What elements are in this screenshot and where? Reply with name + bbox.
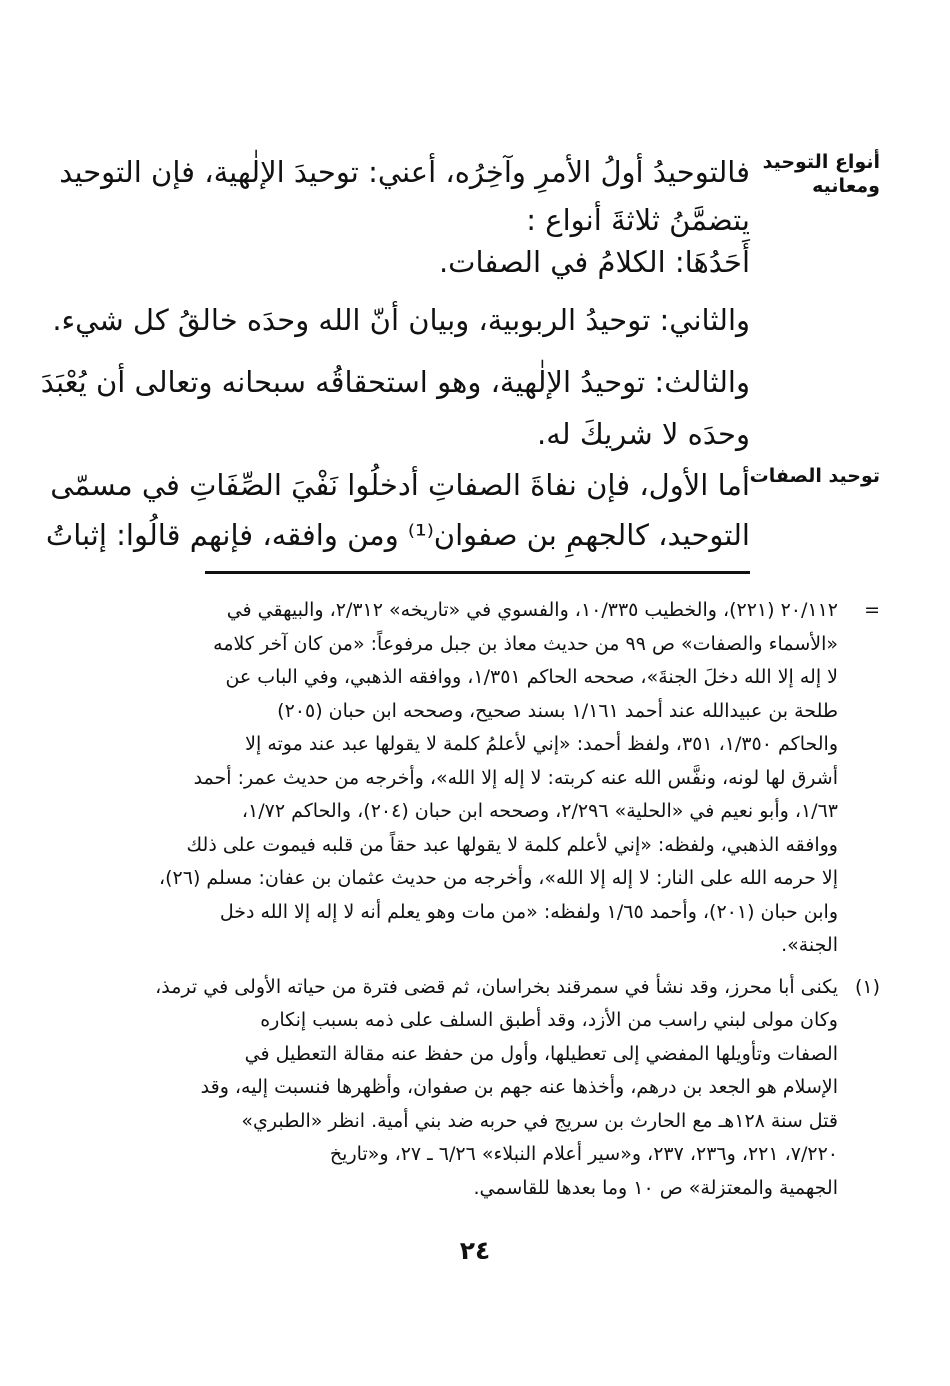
text-line: والثالث: توحيدُ الإلٰهية، وهو استحقاقُه سبحانه وتعالى أن يُعْبَدَ: [40, 365, 750, 399]
page-number: ٢٤: [459, 1236, 491, 1265]
margin-note-line: ومعانيه: [812, 175, 880, 197]
footnote-line: الجهمية والمعتزلة» ص ١٠ وما بعدها للقاسمي.: [473, 1176, 838, 1199]
footnote-line: الصفات وتأويلها المفضي إلى تعطيلها، وأول من حفظ عنه مقالة التعطيل في: [244, 1042, 838, 1065]
footnote-line: ١/٦٣، وأبو نعيم في «الحلية» ٢/٢٩٦، وصححه ابن حبان (٢٠٤)، والحاكم ١/٧٢،: [241, 800, 838, 822]
footnote-line: لا إله إلا الله دخلَ الجنةَ»، صححه الحاكم ١/٣٥١، ووافقه الذهبي، وفي الباب عن: [225, 666, 838, 688]
list-item-second: [52, 296, 750, 344]
footnote-line: الإسلام هو الجعد بن درهم، وأخذها عنه جهم بن صفوان، وأظهرها فنسبت إليه، وقد: [200, 1076, 838, 1098]
paragraph-attributes: [45, 460, 750, 560]
margin-note-line: أنواع التوحيد: [762, 151, 880, 173]
footnote-line: الجنة».: [781, 934, 838, 956]
footnote-continued: [60, 594, 880, 963]
footnote-1: [60, 971, 880, 1206]
footnote-line: طلحة بن عبيدالله عند أحمد ١/١٦١ بسند صحيح، وصححه ابن حبان (٢٠٥): [277, 699, 838, 722]
footnote-line: إلا حرمه الله على النار: لا إله إلا الله»، وأخرجه من حديث عثمان بن عفان: مسلم (٢٦)،: [158, 867, 838, 889]
footnote-line: ٢٠/١١٢ (٢٢١)، والخطيب ١٠/٣٣٥، والفسوي في «تاريخه» ٢/٣١٢، والبيهقي في: [226, 599, 838, 621]
text-line: يتضمَّنُ ثلاثةَ أنواع :: [526, 203, 750, 237]
paragraph-types-intro: [59, 148, 750, 244]
footnote-line: قتل سنة ١٢٨هـ مع الحارث بن سريج في حربه ضد بني أمية. انظر «الطبري»: [241, 1109, 838, 1132]
text-line: والثاني: توحيدُ الربوبية، وبيان أنّ الله وحدَه خالقُ كل شيء.: [52, 303, 750, 337]
footnote-marker: =: [864, 599, 880, 621]
footnotes: [60, 594, 880, 1205]
list-item-first: [78, 238, 750, 286]
text-line: أَحَدُهَا: الكلامُ في الصفات.: [438, 245, 750, 279]
margin-note-types-of-tawhid: [762, 150, 880, 198]
footnote-line: ٧/٢٢٠، ٢٢١، و٢٣٦، ٢٣٧، و«سير أعلام النبلاء» ٦/٢٦ ـ ٢٧، و«تاريخ: [329, 1143, 838, 1165]
text-line: وحدَه لا شريكَ له.: [537, 417, 750, 451]
text-line: فالتوحيدُ أولُ الأمرِ وآخِرُه، أعني: توحيدَ الإلٰهية، فإن التوحيد: [59, 155, 750, 189]
list-item-third: [40, 356, 750, 460]
margin-note-tawhid-of-attributes: [749, 464, 880, 488]
footnote-marker: (١): [854, 975, 880, 998]
footnote-line: ووافقه الذهبي، ولفظه: «إني لأعلم كلمة لا يقولها عبد حقاً من قلبه فيموت على ذلك: [186, 833, 838, 856]
footnote-line: وكان مولى لبني راسب من الأزد، وقد أطبق السلف على ذمه بسبب إنكاره: [260, 1009, 838, 1031]
margin-note-line: توحيد الصفات: [749, 465, 880, 487]
footnote-separator: [205, 571, 750, 574]
footnote-line: أشرق لها لونه، ونفَّس الله عنه كربته: لا إله إلا الله»، وأخرجه من حديث عمر: أحمد: [193, 766, 838, 789]
footnote-line: «الأسماء والصفات» ص ٩٩ من حديث معاذ بن جبل مرفوعاً: «من كان آخر كلامه: [213, 632, 838, 655]
text-line: التوحيد، كالجهمِ بن صفوان⁽¹⁾ ومن وافقه، فإنهم قالُوا: إثباتُ: [45, 518, 750, 552]
text-line: أما الأول، فإن نفاةَ الصفاتِ أدخلُوا نَفْيَ الصِّفَاتِ في مسمّى: [50, 468, 750, 502]
footnote-line: والحاكم ١/٣٥٠، ٣٥١، ولفظ أحمد: «إني لأعلمُ كلمة لا يقولها عبد عند موته إلا: [245, 733, 838, 755]
footnote-line: يكنى أبا محرز، وقد نشأ في سمرقند بخراسان، ثم قضى فترة من حياته الأولى في ترمذ،: [155, 975, 838, 998]
footnote-line: وابن حبان (٢٠١)، وأحمد ١/٦٥ ولفظه: «من مات وهو يعلم أنه لا إله إلا الله دخل: [219, 900, 838, 923]
